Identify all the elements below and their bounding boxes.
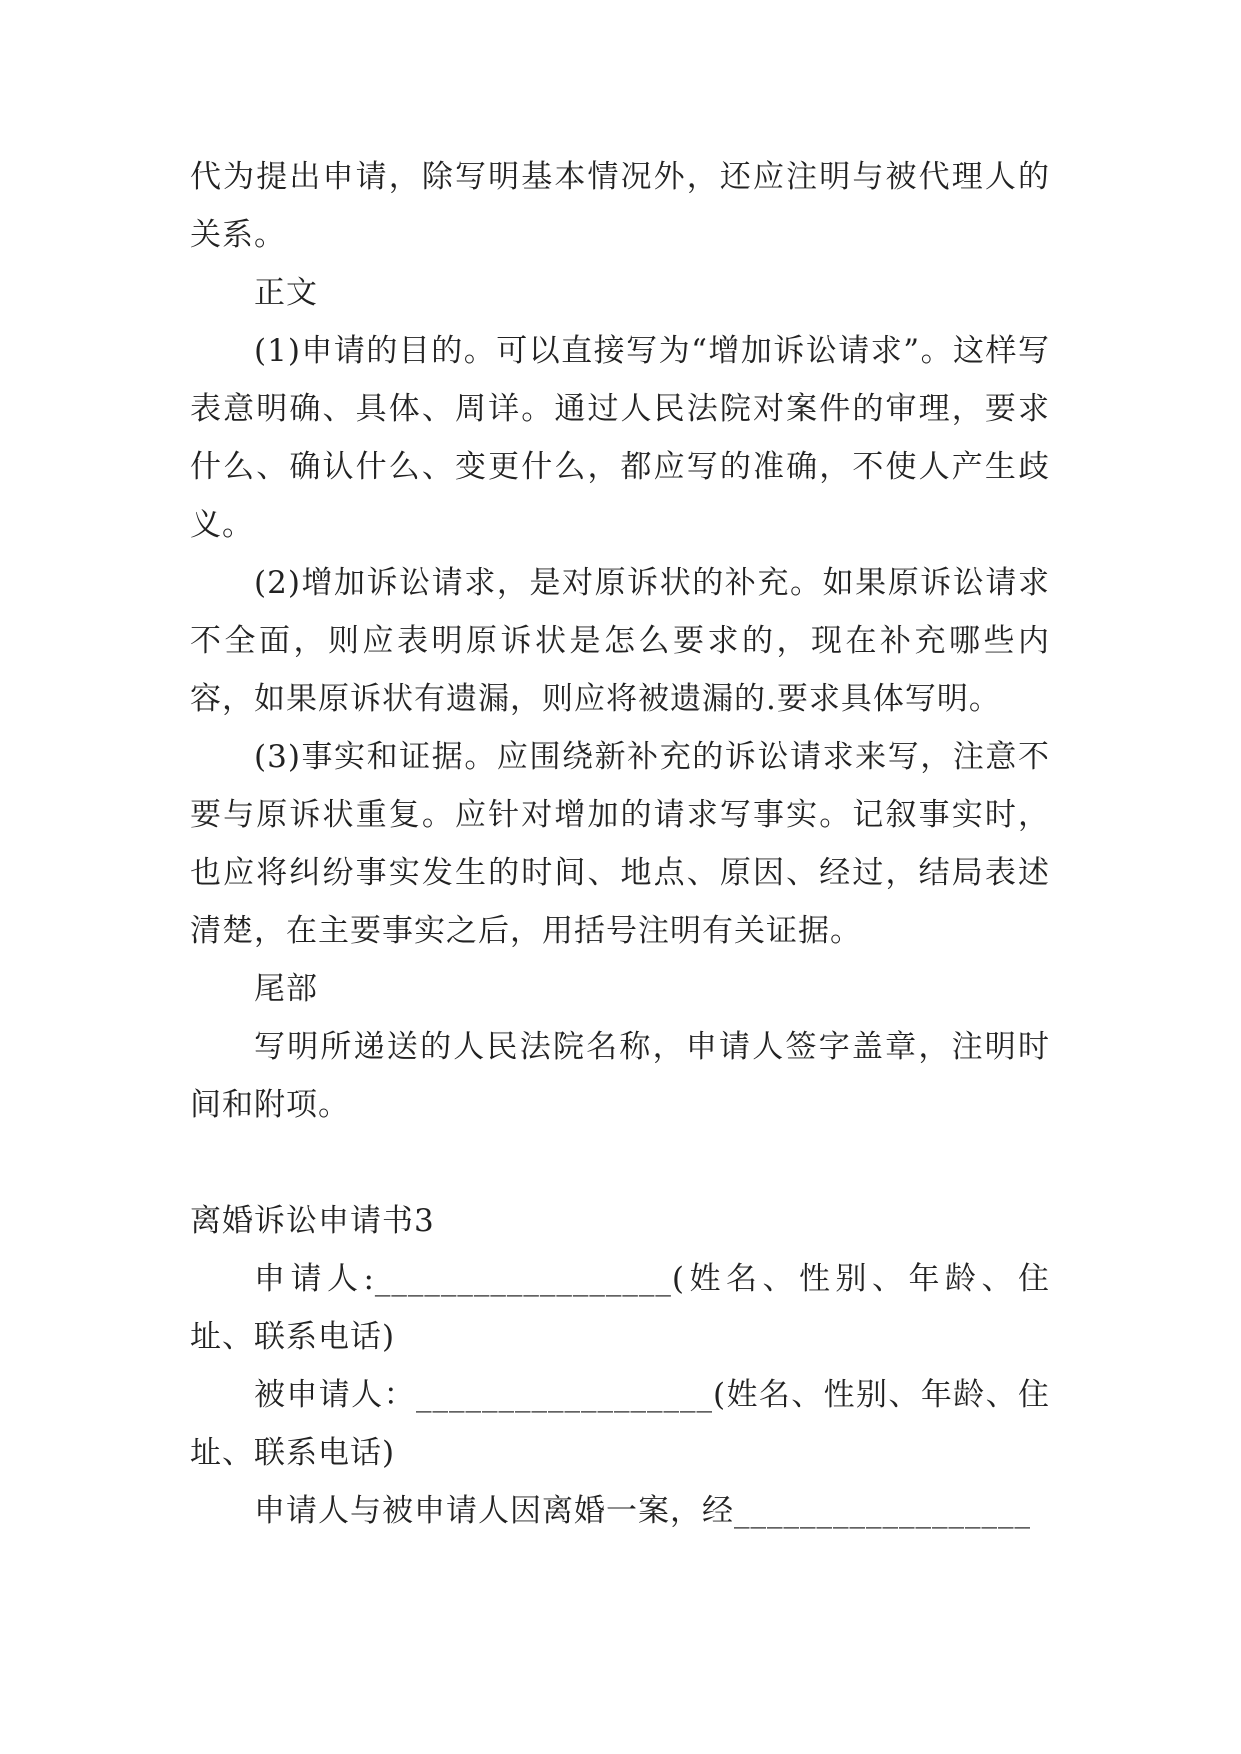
heading-tail: 尾部 [254,971,318,1007]
case-statement-line: 申请人与被申请人因离婚一案，经__________________ [254,1493,1031,1529]
paragraph-purpose: (1)申请的目的。可以直接写为“增加诉讼请求”。这样写表意明确、具体、周详。通过人民法院对案件的审理，要求什么、确认什么、变更什么，都应写的准确，不使人产生歧义。 [190,333,1050,543]
document-body [190,148,1050,1540]
section-spacer [190,1134,1050,1192]
paragraph-additional-claims: (2)增加诉讼请求，是对原诉状的补充。如果原诉讼请求不全面，则应表明原诉状是怎么要求的，现在补充哪些内容，如果原诉状有遗漏，则应将被遗漏的.要求具体写明。 [190,565,1050,717]
paragraph-agent-relationship: 代为提出申请，除写明基本情况外，还应注明与被代理人的关系。 [190,159,1050,253]
applicant-line: 申请人:__________________(姓名、性别、年龄、住址、联系电话) [190,1261,1050,1355]
heading-body: 正文 [254,275,318,311]
respondent-line: 被申请人：__________________(姓名、性别、年龄、住址、联系电话) [190,1377,1050,1471]
paragraph-facts-evidence: (3)事实和证据。应围绕新补充的诉讼请求来写，注意不要与原诉状重复。应针对增加的请求写事实。记叙事实时，也应将纠纷事实发生的时间、地点、原因、经过，结局表述清楚，在主要事实之后，用括号注明有关证据。 [190,739,1050,949]
document-title: 离婚诉讼申请书3 [190,1203,435,1239]
paragraph-tail-instructions: 写明所递送的人民法院名称，申请人签字盖章，注明时间和附项。 [190,1029,1050,1123]
